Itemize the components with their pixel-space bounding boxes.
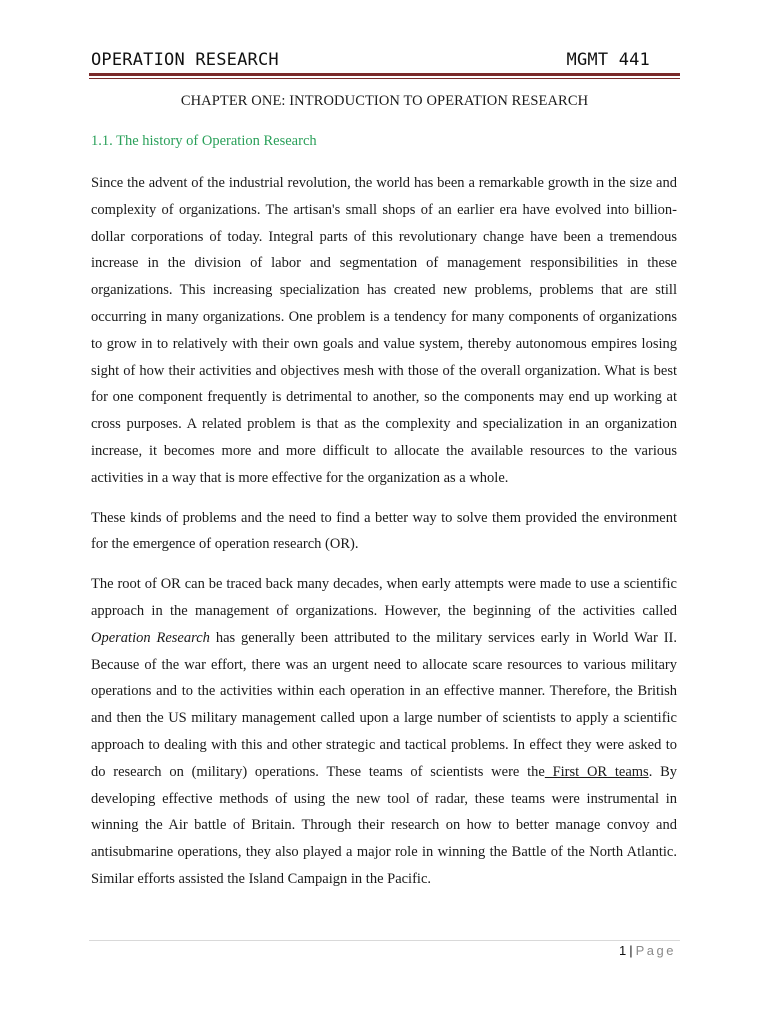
paragraph-2: These kinds of problems and the need to find a better way to solve them provided the environment for the emergence of operation research (OR). bbox=[91, 509, 677, 553]
paragraph-3 bbox=[91, 571, 677, 893]
term-first-or-teams: First OR teams bbox=[544, 763, 649, 780]
header-course-title: OPERATION RESEARCH bbox=[91, 50, 279, 70]
page-footer bbox=[619, 943, 676, 958]
header-rule-thick bbox=[89, 73, 680, 76]
page-number: 1 bbox=[619, 943, 627, 958]
paragraph-1: Since the advent of the industrial revolution, the world has been a remarkable growth in the size and complexity of organizations. The artisan's small shops of an earlier era have evolved into billion- dollar corporations of today. Integral parts of this revolutionary change have been a tremendous increase in the division of labor and segmentation of management responsibilities in these organizations. This increasing specialization has created new problems, problems that are still occurring in many organizations. One problem is a tendency for many components of organizations to grow in to relatively with their own goals and value system, thereby autonomous empires losing sight of how their activities and objectives mesh with those of the overall organization. What is best for one component frequently is detrimental to another, so the components may end up working at cross purposes. A related problem is that as the complexity and specialization in an organization increase, it becomes more and more difficult to allocate the available resources to the various activities in a way that is more effective for the organization as a whole. bbox=[91, 175, 677, 486]
paragraph-3-part-b: has generally been attributed to the military services early in World War II. Because of the war effort, there was an urgent need to allocate scare resources to various military operations and to the activities within each operation in an effective manner. Therefore, the British and then the US military management called upon a large number of scientists to apply a scientific approach to dealing with this and other strategic and tactical problems. In effect they were asked to do research on (military) operations. These teams of scientists were the bbox=[91, 629, 677, 780]
chapter-title: CHAPTER ONE: INTRODUCTION TO OPERATION RESEARCH bbox=[180, 93, 589, 109]
paragraph-3-part-a: The root of OR can be traced back many decades, when early attempts were made to use a scientific approach in the management of organizations. However, the beginning of the activities called bbox=[91, 576, 677, 619]
section-heading: 1.1. The history of Operation Research bbox=[91, 133, 317, 149]
page-separator: | bbox=[629, 943, 633, 958]
page-header bbox=[89, 50, 680, 72]
term-operation-research: Operation Research bbox=[91, 629, 210, 646]
paragraph-3-part-c: . By developing effective methods of using the new tool of radar, these teams were instrumental in winning the Air battle of Britain. Through their research on how to better manage convoy and antisubmarine operations, they also played a major role in winning the Battle of the North Atlantic. Similar efforts assisted the Island Campaign in the Pacific. bbox=[91, 763, 677, 887]
header-rule-thin bbox=[89, 78, 680, 79]
body-text bbox=[91, 170, 677, 906]
page-label: Page bbox=[635, 943, 676, 958]
footer-rule bbox=[89, 940, 680, 941]
header-course-code: MGMT 441 bbox=[566, 50, 650, 70]
